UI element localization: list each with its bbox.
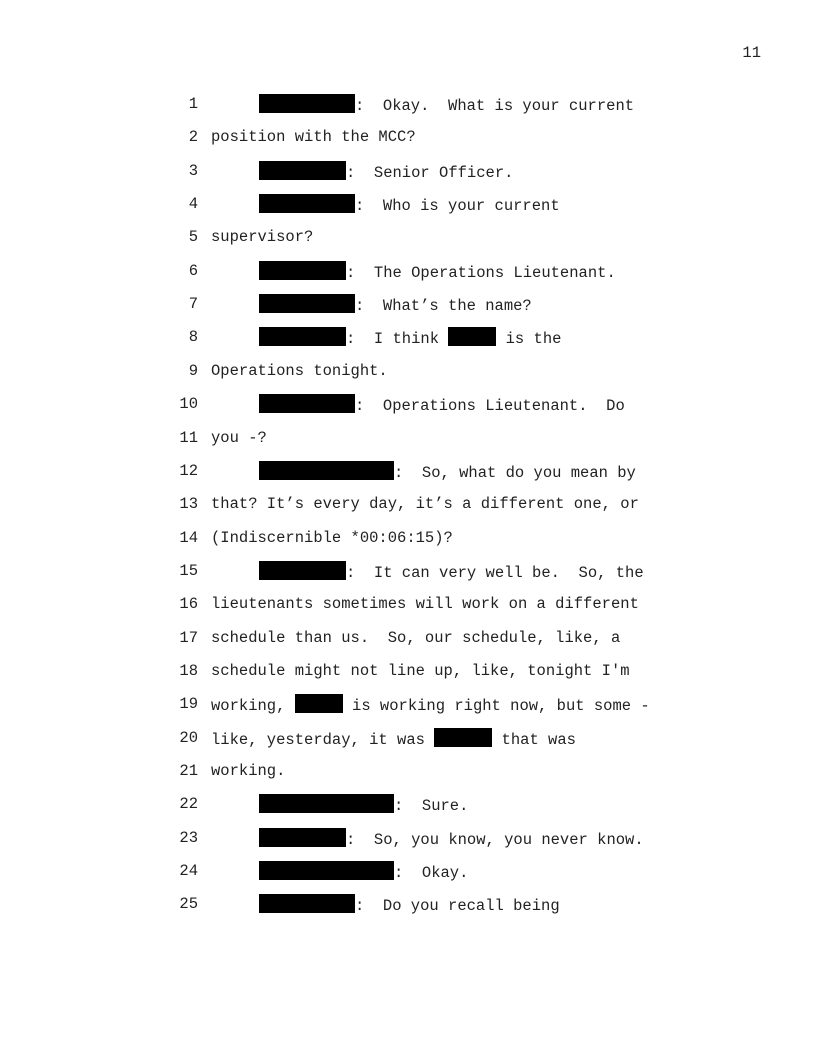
text-segment: that was xyxy=(492,730,576,749)
transcript-line xyxy=(0,528,816,561)
text-segment: : The Operations Lieutenant. xyxy=(346,263,616,282)
line-text xyxy=(259,161,513,183)
line-number: 12 xyxy=(179,461,198,480)
text-segment: : So, you know, you never know. xyxy=(346,830,644,849)
redaction-box xyxy=(434,728,492,747)
line-number: 7 xyxy=(188,295,198,314)
line-number: 3 xyxy=(188,161,198,180)
line-text xyxy=(259,261,616,283)
line-text xyxy=(259,194,560,216)
text-segment: that? It’s every day, it’s a different one, or xyxy=(211,495,639,514)
text-segment: : I think xyxy=(346,330,449,349)
line-number: 13 xyxy=(179,495,198,514)
redaction-box xyxy=(259,194,355,213)
transcript-line xyxy=(0,428,816,461)
line-text xyxy=(259,327,561,349)
line-text xyxy=(259,294,532,316)
line-number: 20 xyxy=(179,728,198,747)
line-text xyxy=(211,694,650,716)
redaction-box xyxy=(259,261,346,280)
line-text xyxy=(259,861,468,883)
text-segment: : So, what do you mean by xyxy=(394,463,636,482)
line-number: 19 xyxy=(179,695,198,714)
line-text xyxy=(259,894,560,916)
transcript-line xyxy=(0,761,816,794)
transcript-line xyxy=(0,327,816,360)
text-segment: : Sure. xyxy=(394,797,469,816)
line-text xyxy=(211,761,285,781)
transcript-line xyxy=(0,594,816,627)
line-text xyxy=(211,227,313,247)
transcript-line xyxy=(0,461,816,494)
transcript-line xyxy=(0,294,816,327)
transcript-line xyxy=(0,361,816,394)
text-segment: : Senior Officer. xyxy=(346,163,514,182)
transcript-line xyxy=(0,494,816,527)
line-text xyxy=(211,728,576,750)
line-text xyxy=(211,428,267,448)
redaction-box xyxy=(259,394,355,413)
transcript-line xyxy=(0,261,816,294)
text-segment: like, yesterday, it was xyxy=(211,730,435,749)
redaction-box xyxy=(259,327,346,346)
line-number: 8 xyxy=(188,328,198,347)
transcript-line xyxy=(0,894,816,927)
line-text xyxy=(211,494,639,514)
text-segment: is the xyxy=(496,330,562,349)
transcript-line xyxy=(0,728,816,761)
line-number: 17 xyxy=(179,628,198,647)
text-segment: : What’s the name? xyxy=(355,297,532,316)
transcript-line xyxy=(0,628,816,661)
line-number: 23 xyxy=(179,828,198,847)
redaction-box xyxy=(259,794,394,813)
text-segment: : Okay. What is your current xyxy=(355,97,635,115)
line-text xyxy=(211,628,620,648)
text-segment: : Who is your current xyxy=(355,197,560,216)
redaction-box xyxy=(259,294,355,313)
text-segment: lieutenants sometimes will work on a different xyxy=(211,595,639,614)
line-text xyxy=(211,528,453,548)
line-text xyxy=(259,561,644,583)
line-number: 6 xyxy=(188,261,198,280)
line-number: 4 xyxy=(188,195,198,214)
line-text xyxy=(211,661,630,681)
text-segment: is working right now, but some - xyxy=(342,697,650,716)
transcript-line xyxy=(0,794,816,827)
redaction-box xyxy=(259,94,355,113)
line-text xyxy=(211,361,388,381)
redaction-box xyxy=(259,161,346,180)
line-text xyxy=(211,127,416,147)
line-number: 5 xyxy=(188,228,198,247)
text-segment: Operations tonight. xyxy=(211,361,388,380)
text-segment: you -? xyxy=(211,428,267,447)
transcript-line xyxy=(0,694,816,727)
transcript-line xyxy=(0,394,816,427)
transcript-line xyxy=(0,227,816,260)
line-text xyxy=(259,794,468,816)
line-number: 11 xyxy=(179,428,198,447)
text-segment: : It can very well be. So, the xyxy=(346,563,644,582)
line-text xyxy=(211,594,639,614)
redaction-box xyxy=(259,561,346,580)
redaction-box xyxy=(259,894,355,913)
transcript-line xyxy=(0,828,816,861)
transcript-line xyxy=(0,194,816,227)
text-segment: schedule might not line up, like, tonight I'm xyxy=(211,661,630,680)
redaction-box xyxy=(259,828,346,847)
redaction-box xyxy=(295,694,343,713)
page-number: 11 xyxy=(742,44,761,62)
line-number: 24 xyxy=(179,862,198,881)
line-text xyxy=(259,461,636,483)
text-segment: : Operations Lieutenant. Do xyxy=(355,397,625,416)
text-segment: working. xyxy=(211,762,286,780)
line-number: 10 xyxy=(179,395,198,414)
line-number: 1 xyxy=(188,95,198,113)
transcript-line xyxy=(0,861,816,894)
line-number: 22 xyxy=(179,795,198,814)
line-text xyxy=(259,828,644,850)
line-number: 9 xyxy=(188,361,198,380)
transcript-line xyxy=(0,94,816,127)
line-number: 16 xyxy=(179,595,198,614)
text-segment: : Okay. xyxy=(394,864,469,883)
transcript-line xyxy=(0,161,816,194)
line-number: 25 xyxy=(179,895,198,914)
text-segment: schedule than us. So, our schedule, like, a xyxy=(211,628,621,647)
text-segment: working, xyxy=(211,697,295,716)
text-segment: supervisor? xyxy=(211,228,314,247)
line-number: 2 xyxy=(188,128,198,147)
line-text xyxy=(259,94,634,116)
transcript-line xyxy=(0,661,816,694)
text-segment: (Indiscernible *00:06:15)? xyxy=(211,528,453,547)
transcript-line xyxy=(0,127,816,160)
transcript-line xyxy=(0,561,816,594)
redaction-box xyxy=(259,461,394,480)
redaction-box xyxy=(259,861,394,880)
line-number: 21 xyxy=(179,762,198,780)
text-segment: position with the MCC? xyxy=(211,128,416,147)
line-number: 18 xyxy=(179,661,198,680)
line-number: 15 xyxy=(179,561,198,580)
line-text xyxy=(259,394,625,416)
line-number: 14 xyxy=(179,528,198,547)
redaction-box xyxy=(448,327,496,346)
text-segment: : Do you recall being xyxy=(355,897,560,916)
